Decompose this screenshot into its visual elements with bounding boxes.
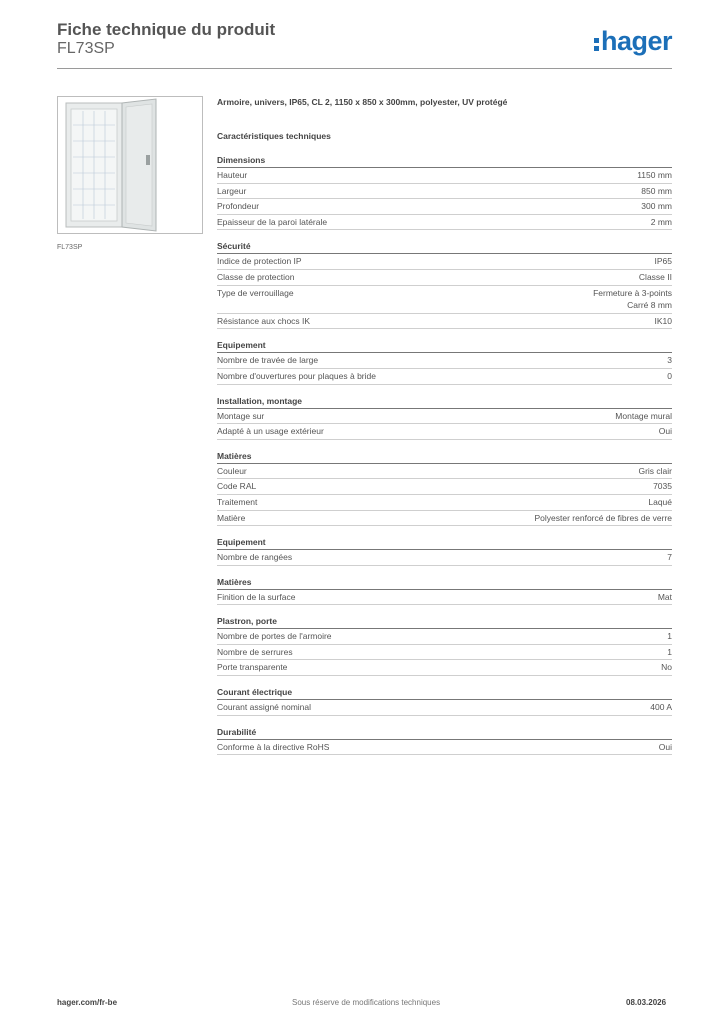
spec-row — [217, 660, 672, 676]
spec-label: Couleur — [217, 465, 247, 476]
product-image — [57, 96, 203, 234]
spec-row — [217, 464, 672, 480]
spec-label: Hauteur — [217, 170, 248, 180]
spec-value: Polyester renforcé de fibres de verre — [534, 512, 672, 523]
product-description: Armoire, univers, IP65, CL 2, 1150 x 850 x 300mm, polyester, UV protégé — [217, 97, 508, 107]
spec-value: Oui — [658, 741, 672, 752]
cabinet-image-icon — [58, 97, 202, 233]
spec-label: Nombre d'ouvertures pour plaques à bride — [217, 370, 376, 381]
spec-label: Indice de protection IP — [217, 256, 302, 267]
spec-value: 7035 — [653, 481, 672, 492]
spec-row — [217, 199, 672, 215]
spec-row — [217, 740, 672, 756]
spec-group-title: Matières — [217, 450, 672, 464]
spec-label: Code RAL — [217, 481, 257, 492]
spec-row — [217, 511, 672, 527]
spec-value: 1 — [667, 631, 672, 642]
spec-group — [217, 615, 672, 676]
spec-value: Oui — [658, 426, 672, 437]
spec-group — [217, 536, 672, 566]
spec-value: 3 — [667, 355, 672, 366]
spec-row — [217, 286, 672, 314]
spec-label: Classe de protection — [217, 271, 295, 282]
spec-group-title: Sécurité — [217, 240, 672, 254]
header-divider — [57, 68, 672, 69]
product-reference: FL73SP — [57, 40, 115, 57]
spec-group — [217, 240, 672, 329]
spec-value: 7 — [667, 552, 672, 563]
spec-group — [217, 686, 672, 716]
spec-value: Mat — [657, 591, 672, 602]
spec-label: Type de verrouillage — [217, 287, 294, 298]
spec-value: IP65 — [654, 256, 672, 267]
spec-label: Profondeur — [217, 201, 260, 212]
spec-group — [217, 450, 672, 526]
spec-value: Montage mural — [615, 410, 672, 421]
footer-website[interactable]: hager.com/fr-be — [57, 998, 118, 1007]
spec-row — [217, 369, 672, 385]
spec-label: Montage sur — [217, 410, 265, 421]
spec-group — [217, 395, 672, 440]
spec-group — [217, 726, 672, 756]
spec-row — [217, 168, 672, 184]
spec-value: 400 A — [650, 702, 672, 713]
spec-label: Largeur — [217, 185, 247, 196]
spec-group — [217, 339, 672, 384]
spec-value: No — [661, 662, 672, 673]
section-title: Caractéristiques techniques — [217, 131, 331, 141]
spec-row — [217, 314, 672, 330]
spec-group-title: Equipement — [217, 536, 672, 550]
spec-label: Courant assigné nominal — [217, 702, 312, 713]
spec-row — [217, 215, 672, 231]
spec-group-title: Matières — [217, 576, 672, 590]
spec-label: Traitement — [217, 496, 258, 507]
spec-value: Laqué — [648, 496, 672, 507]
spec-value: 2 mm — [650, 216, 672, 227]
spec-row — [217, 409, 672, 425]
spec-value: Gris clair — [638, 465, 672, 476]
footer-date: 08.03.2026 — [626, 998, 667, 1007]
spec-row — [217, 645, 672, 661]
product-image-caption: FL73SP — [57, 244, 83, 251]
spec-label: Nombre de rangées — [217, 552, 293, 563]
spec-label: Porte transparente — [217, 662, 288, 673]
spec-row — [217, 629, 672, 645]
spec-group-title: Durabilité — [217, 726, 672, 740]
hager-logo[interactable] — [594, 26, 672, 57]
spec-group-title: Dimensions — [217, 154, 672, 168]
spec-label: Nombre de serrures — [217, 646, 293, 657]
spec-label: Matière — [217, 512, 246, 523]
spec-value: Fermeture à 3-points Carré 8 mm — [593, 287, 672, 311]
spec-row — [217, 254, 672, 270]
page-title: Fiche technique du produit — [57, 20, 276, 39]
spec-label: Résistance aux chocs IK — [217, 315, 311, 326]
spec-label: Epaisseur de la paroi latérale — [217, 216, 328, 227]
spec-group-title: Plastron, porte — [217, 615, 672, 629]
spec-group-title: Courant électrique — [217, 686, 672, 700]
spec-label: Conforme à la directive RoHS — [217, 741, 330, 752]
spec-group-title: Installation, montage — [217, 395, 672, 409]
logo-text: hager — [601, 26, 673, 56]
spec-value: 0 — [667, 370, 672, 381]
spec-row — [217, 184, 672, 200]
spec-row — [217, 270, 672, 286]
spec-value: 300 mm — [641, 201, 672, 212]
footer-disclaimer: Sous réserve de modifications techniques — [292, 998, 441, 1007]
spec-label: Finition de la surface — [217, 591, 296, 602]
spec-row — [217, 700, 672, 716]
spec-row — [217, 590, 672, 606]
spec-value: 1 — [667, 646, 672, 657]
spec-label: Adapté à un usage extérieur — [217, 426, 324, 437]
spec-row — [217, 550, 672, 566]
spec-groups — [217, 154, 672, 765]
spec-row — [217, 353, 672, 369]
spec-value: 850 mm — [641, 185, 672, 196]
spec-label: Nombre de portes de l'armoire — [217, 631, 332, 642]
spec-value: IK10 — [654, 315, 672, 326]
spec-row — [217, 479, 672, 495]
logo-colon-icon — [594, 34, 600, 52]
spec-group — [217, 576, 672, 606]
spec-row — [217, 424, 672, 440]
spec-value: 1150 mm — [637, 170, 672, 180]
spec-group — [217, 154, 672, 230]
spec-label: Nombre de travée de large — [217, 355, 319, 366]
spec-value: Classe II — [638, 271, 672, 282]
spec-group-title: Equipement — [217, 339, 672, 353]
spec-row — [217, 495, 672, 511]
